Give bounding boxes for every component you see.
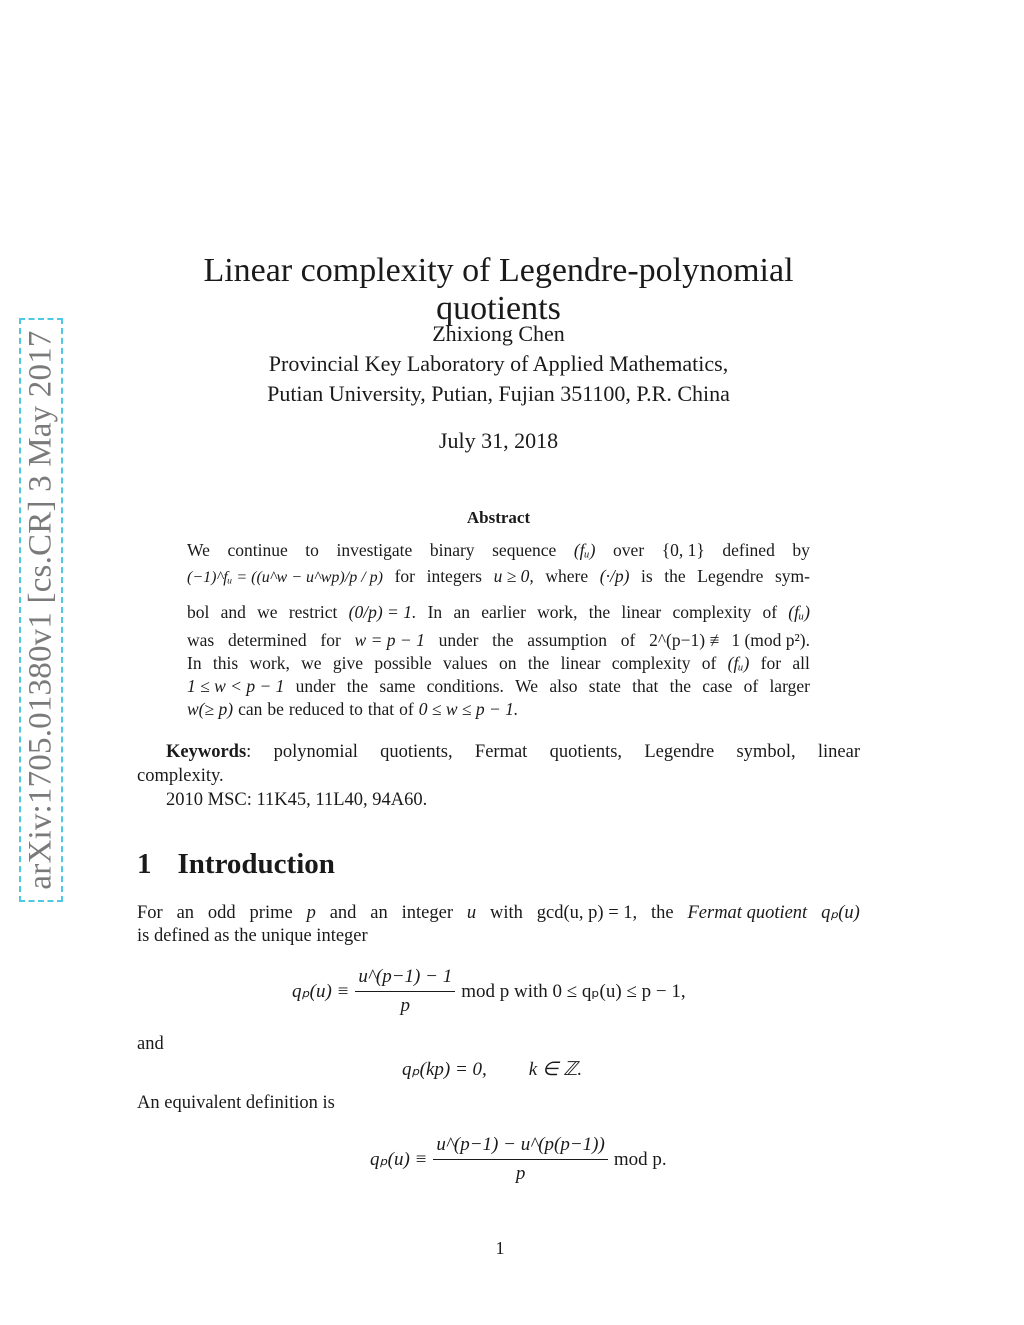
author-name: Zhixiong Chen [432, 321, 565, 346]
affiliation-line-1: Provincial Key Laboratory of Applied Mathematics, [268, 351, 729, 376]
keywords-line-2: complexity. [137, 766, 224, 786]
section-number: 1 [137, 848, 152, 880]
equation-zero-multiples: qₚ(kp) = 0, k ∈ ℤ. [402, 1059, 583, 1080]
abstract-line-4: was determined for w = p − 1 under the assumption of 2^(p−1) ≢ 1 (mod p²). [187, 630, 810, 650]
fraction: $\frac{u\^{}(p-1) - u\^{}(p(p-1))}{p}$ [433, 1134, 607, 1185]
page-number: 1 [495, 1238, 505, 1258]
abstract-heading: Abstract [466, 508, 531, 527]
paper-date: July 31, 2018 [438, 428, 559, 453]
equivalent-definition-text: An equivalent definition is [137, 1093, 335, 1113]
fraction: $\frac{u\^{}(p-1) - 1}{p}$ [355, 966, 455, 1017]
paper-title: Linear complexity of Legendre-polynomial quotients [203, 252, 794, 327]
affiliation-line-2: Putian University, Putian, Fujian 351100, P.R. China [267, 381, 730, 406]
arxiv-stamp-text: arXiv:1705.01380v1 [cs.CR] 3 May 2017 [22, 330, 59, 890]
msc-line: 2010 MSC: 11K45, 11L40, 94A60. [166, 790, 428, 810]
keywords-line-1: Keywords: polynomial quotients, Fermat quotients, Legendre symbol, linear [166, 742, 860, 762]
section-name: Introduction [177, 848, 335, 880]
abstract-line-5: In this work, we give possible values on the linear complexity of (fᵤ) for all [187, 653, 810, 673]
arxiv-side-stamp [19, 318, 63, 902]
intro-line-2: is defined as the unique integer [137, 926, 368, 946]
equation-equivalent-definition: qₚ(u) ≡ $\frac{u\^{}(p-1) - u\^{}(p(p-1))}{p}$ mod p. [370, 1134, 667, 1184]
abstract-line-6: 1 ≤ w < p − 1 under the same conditions. We also state that the case of larger [187, 676, 810, 696]
keywords-label: Keywords [166, 742, 247, 762]
abstract-line-3: bol and we restrict (0/p) = 1. In an earlier work, the linear complexity of (fᵤ) [187, 602, 810, 622]
abstract-line-1: We continue to investigate binary sequence (fᵤ) over {0, 1} defined by [187, 540, 810, 560]
equation-fermat-quotient: qₚ(u) ≡ $\frac{u\^{}(p-1) - 1}{p}$ mod p with 0 ≤ qₚ(u) ≤ p − 1, [292, 966, 686, 1016]
intro-line-1: For an odd prime p and an integer u with gcd(u, p) = 1, the Fermat quotient qₚ(u) [137, 903, 860, 923]
section-title [137, 848, 335, 881]
and-word: and [137, 1034, 164, 1054]
abstract-line-7: w(≥ p) can be reduced to that of 0 ≤ w ≤ p − 1. [187, 699, 519, 719]
abstract-line-2: (−1)^fᵤ = ((u^w − u^wp)/p / p) for integers u ≥ 0, where (·/p) is the Legendre sym- [187, 566, 810, 586]
